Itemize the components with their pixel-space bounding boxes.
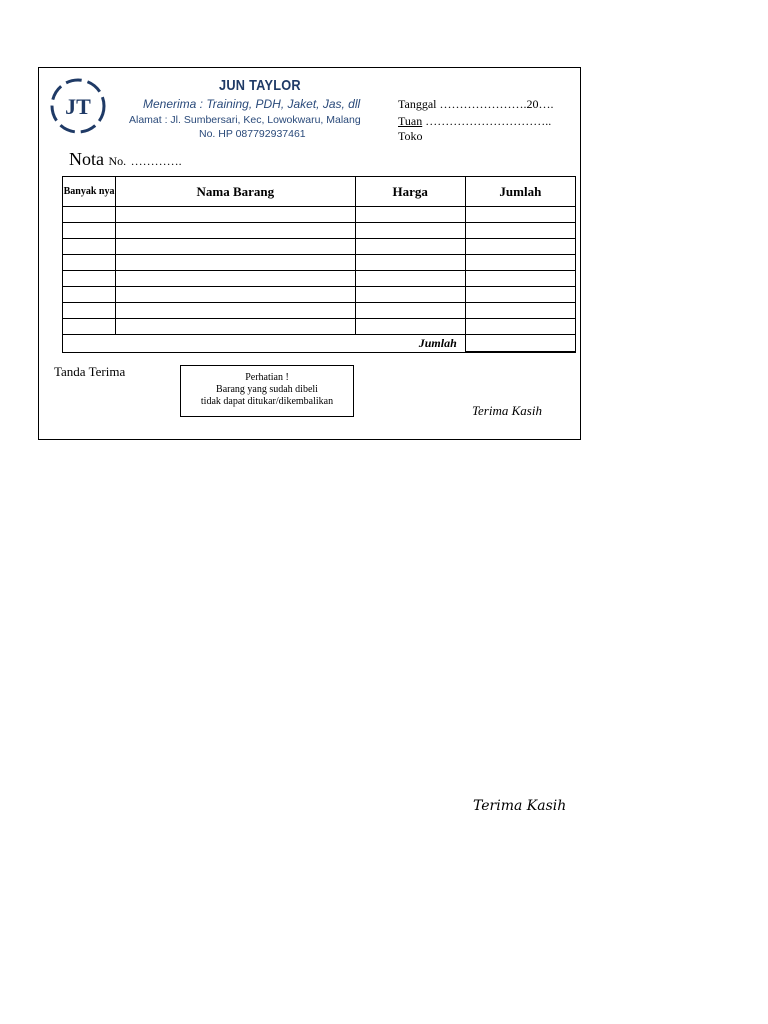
amount-cell[interactable]: [465, 255, 575, 271]
price-cell[interactable]: [355, 223, 465, 239]
qty-cell[interactable]: [63, 255, 116, 271]
item-cell[interactable]: [116, 319, 355, 335]
table-row: [63, 255, 576, 271]
store-label: Toko: [398, 129, 423, 143]
items-table: [62, 176, 576, 353]
price-cell[interactable]: [355, 287, 465, 303]
table-row: [63, 303, 576, 319]
item-cell[interactable]: [116, 287, 355, 303]
qty-cell[interactable]: [63, 271, 116, 287]
qty-cell[interactable]: [63, 287, 116, 303]
qty-cell[interactable]: [63, 319, 116, 335]
amount-cell[interactable]: [465, 303, 575, 319]
qty-cell[interactable]: [63, 239, 116, 255]
nota-title: Nota: [69, 149, 104, 169]
table-header-row: [63, 177, 576, 207]
price-cell[interactable]: [355, 303, 465, 319]
total-row: [63, 335, 576, 353]
col-header-amount: Jumlah: [465, 177, 575, 207]
price-cell[interactable]: [355, 255, 465, 271]
price-cell[interactable]: [355, 271, 465, 287]
thanks-text: Terima Kasih: [472, 403, 542, 418]
address-line: Alamat : Jl. Sumbersari, Kec, Lowokwaru, Malang: [129, 114, 361, 126]
amount-cell[interactable]: [465, 271, 575, 287]
shop-name: JUN TAYLOR: [219, 77, 301, 94]
customer-fill: …………………………..: [425, 114, 552, 128]
notice-title: Perhatian !: [245, 372, 289, 383]
item-cell[interactable]: [116, 303, 355, 319]
amount-cell[interactable]: [465, 287, 575, 303]
amount-cell[interactable]: [465, 239, 575, 255]
item-cell[interactable]: [116, 271, 355, 287]
logo-text: JT: [65, 94, 91, 119]
table-row: [63, 319, 576, 335]
col-header-price: Harga: [355, 177, 465, 207]
date-field: [398, 97, 553, 112]
table-row: [63, 271, 576, 287]
table-row: [63, 239, 576, 255]
amount-cell[interactable]: [465, 319, 575, 335]
amount-cell[interactable]: [465, 207, 575, 223]
amount-cell[interactable]: [465, 223, 575, 239]
notice-line-2: tidak dapat ditukar/dikembalikan: [200, 396, 334, 407]
customer-field: [398, 114, 551, 129]
total-value-cell[interactable]: [465, 335, 575, 353]
store-field: [398, 129, 423, 144]
item-cell[interactable]: [116, 239, 355, 255]
qty-cell[interactable]: [63, 223, 116, 239]
receipt-signature-label: Tanda Terima: [54, 364, 126, 379]
col-header-item: Nama Barang: [116, 177, 355, 207]
date-label: Tanggal: [398, 97, 437, 111]
nota-no-label: No.: [108, 154, 127, 168]
nota-no-fill: ………….: [130, 154, 182, 168]
jt-logo-icon: [47, 78, 109, 134]
item-cell[interactable]: [116, 255, 355, 271]
services-line: Menerima : Training, PDH, Jaket, Jas, dll: [143, 97, 361, 111]
price-cell[interactable]: [355, 207, 465, 223]
qty-cell[interactable]: [63, 207, 116, 223]
table-row: [63, 287, 576, 303]
item-cell[interactable]: [116, 207, 355, 223]
price-cell[interactable]: [355, 239, 465, 255]
item-cell[interactable]: [116, 223, 355, 239]
customer-label: Tuan: [398, 114, 423, 128]
notice-box: [180, 365, 354, 417]
nota-heading: [69, 149, 182, 170]
table-row: [63, 207, 576, 223]
phone-line: No. HP 087792937461: [199, 128, 306, 140]
table-row: [63, 223, 576, 239]
price-cell[interactable]: [355, 319, 465, 335]
col-header-qty: Banyak nya: [63, 177, 116, 207]
qty-cell[interactable]: [63, 303, 116, 319]
receipt-form: [38, 67, 581, 440]
date-fill: ………………….20….: [439, 97, 554, 111]
script-thanks-text: Terima Kasih: [473, 798, 567, 814]
total-label: Jumlah: [63, 335, 466, 353]
notice-line-1: Barang yang sudah dibeli: [216, 384, 318, 395]
